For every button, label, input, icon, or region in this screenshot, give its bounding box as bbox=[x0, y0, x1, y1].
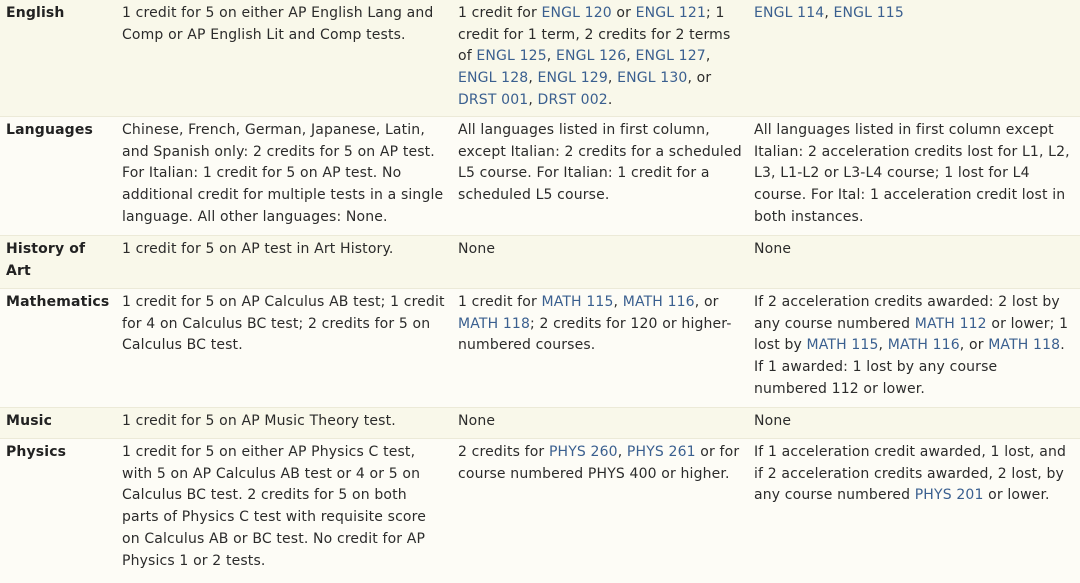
equivalents-cell bbox=[452, 408, 748, 438]
cell-text: 1 credit for 5 on AP test in Art History. bbox=[122, 241, 394, 257]
cell-text: , bbox=[824, 5, 834, 21]
equivalents-cell bbox=[452, 0, 748, 116]
cell-text: , bbox=[528, 91, 538, 108]
course-link[interactable]: ENGL 125 bbox=[476, 48, 547, 65]
table-row-music bbox=[0, 408, 1080, 439]
cell-text: 2 credits for bbox=[458, 444, 549, 460]
cell-text: or bbox=[611, 5, 636, 21]
cell-text: or for course numbered PHYS 400 or higher. bbox=[458, 444, 744, 482]
course-link[interactable]: ENGL 126 bbox=[555, 48, 627, 65]
course-link[interactable]: MATH 118 bbox=[458, 315, 531, 332]
course-link[interactable]: ENGL 127 bbox=[635, 48, 706, 65]
cell-text: , bbox=[617, 444, 627, 460]
cell-text: 1 credit for 5 on either AP Physics C test, with 5 on AP Calculus AB test or 4 or 5 on Calculus BC test. 2 credits for 5 on both parts of Physics C test with requisite score on Calculus AB or BC test. No credit for AP Physics 1 or 2 tests. bbox=[122, 444, 431, 569]
course-link[interactable]: ENGL 115 bbox=[833, 5, 904, 21]
ap-credit-cell bbox=[116, 117, 452, 235]
ap-credit-cell bbox=[116, 236, 452, 288]
cell-text: 1 credit for 5 on either AP English Lang and Comp or AP English Lit and Comp tests. bbox=[122, 5, 439, 43]
cell-text: or lower. bbox=[983, 487, 1050, 504]
ap-credit-cell bbox=[116, 289, 452, 407]
course-link[interactable]: MATH 115 bbox=[541, 294, 614, 310]
course-link[interactable]: ENGL 130 bbox=[617, 70, 688, 87]
cell-text: None bbox=[754, 413, 792, 429]
course-link[interactable]: DRST 001 bbox=[458, 91, 529, 108]
equivalents-cell bbox=[452, 117, 748, 235]
cell-text: , bbox=[607, 70, 618, 87]
cell-text: . bbox=[607, 91, 613, 108]
course-link[interactable]: ENGL 128 bbox=[458, 70, 529, 87]
course-link[interactable]: DRST 002 bbox=[537, 91, 608, 108]
cell-text: If 2 acceleration credits awarded: 2 lost by any course numbered bbox=[754, 294, 1065, 332]
table-row-english bbox=[0, 0, 1080, 117]
cell-text: , bbox=[528, 70, 538, 87]
course-link[interactable]: MATH 116 bbox=[622, 294, 695, 310]
cell-text: , bbox=[613, 294, 623, 310]
course-link[interactable]: PHYS 261 bbox=[626, 444, 696, 460]
cell-text: ; 2 credits for 120 or higher-numbered courses. bbox=[458, 315, 732, 354]
cell-text: Chinese, French, German, Japanese, Latin, and Spanish only: 2 credits for 5 on AP test. For Italian: 1 credit for 5 on AP test. No additional credit for multiple tests in a single language. All other languages: None. bbox=[122, 122, 448, 225]
course-link[interactable]: PHYS 201 bbox=[914, 487, 984, 504]
cell-text: All languages listed in first column, except Italian: 2 credits for a scheduled L5 course. For Italian: 1 credit for a scheduled L5 course. bbox=[458, 122, 747, 204]
cell-text: 1 credit for bbox=[458, 5, 542, 21]
acceleration-lost-cell bbox=[748, 289, 1080, 407]
cell-text: , or bbox=[959, 337, 989, 354]
subject-cell: Languages bbox=[6, 122, 93, 138]
course-link[interactable]: MATH 115 bbox=[806, 337, 879, 354]
cell-text: , bbox=[546, 48, 556, 65]
course-link[interactable]: ENGL 120 bbox=[541, 5, 612, 21]
subject-cell: Mathematics bbox=[6, 294, 110, 310]
course-link[interactable]: MATH 112 bbox=[914, 315, 987, 332]
table-row-languages bbox=[0, 117, 1080, 236]
subject-cell: History of Art bbox=[6, 241, 86, 279]
table-row-mathematics bbox=[0, 289, 1080, 408]
course-link[interactable]: ENGL 114 bbox=[754, 5, 825, 21]
cell-text: None bbox=[458, 413, 496, 429]
acceleration-lost-cell bbox=[748, 0, 1080, 116]
cell-text: , or bbox=[687, 70, 716, 87]
subject-cell: Physics bbox=[6, 444, 67, 460]
equivalents-cell bbox=[452, 439, 748, 583]
acceleration-lost-cell bbox=[748, 439, 1080, 583]
cell-text: If 1 acceleration credit awarded, 1 lost, and if 2 acceleration credits awarded, 2 lost, by any course numbered bbox=[754, 444, 1071, 504]
cell-text: , bbox=[705, 48, 716, 65]
cell-text: 1 credit for bbox=[458, 294, 542, 310]
cell-text: , or bbox=[694, 294, 724, 310]
course-link[interactable]: PHYS 260 bbox=[548, 444, 618, 460]
ap-credit-cell bbox=[116, 0, 452, 116]
cell-text: 1 credit for 5 on AP Music Theory test. bbox=[122, 413, 396, 429]
cell-text: , bbox=[878, 337, 888, 354]
cell-text: , bbox=[626, 48, 636, 65]
cell-text: ; 1 credit for 1 term, 2 credits for 2 terms of bbox=[458, 5, 736, 65]
equivalents-cell bbox=[452, 236, 748, 288]
course-link[interactable]: MATH 118 bbox=[988, 337, 1061, 354]
cell-text: None bbox=[458, 241, 496, 257]
ap-credit-cell bbox=[116, 439, 452, 583]
course-link[interactable]: MATH 116 bbox=[887, 337, 960, 354]
ap-credit-cell bbox=[116, 408, 452, 438]
cell-text: 1 credit for 5 on AP Calculus AB test; 1 credit for 4 on Calculus BC test; 2 credits for 5 on Calculus BC test. bbox=[122, 294, 450, 354]
equivalents-cell bbox=[452, 289, 748, 407]
table-row-physics bbox=[0, 439, 1080, 583]
cell-text: All languages listed in first column except Italian: 2 acceleration credits lost for L1, L2, L3, L1-L2 or L3-L4 course; 1 lost for L4 course. For Ital: 1 acceleration credit lost in both instances. bbox=[754, 122, 1075, 225]
table-row-history-of-art bbox=[0, 236, 1080, 289]
cell-text: None bbox=[754, 241, 792, 257]
subject-cell: English bbox=[6, 5, 65, 21]
course-link[interactable]: ENGL 121 bbox=[635, 5, 706, 21]
acceleration-lost-cell bbox=[748, 117, 1080, 235]
cell-text: or lower; 1 lost by bbox=[754, 315, 1073, 354]
course-link[interactable]: ENGL 129 bbox=[537, 70, 608, 87]
cell-text: . If 1 awarded: 1 lost by any course numbered 112 or lower. bbox=[754, 337, 1070, 397]
acceleration-lost-cell bbox=[748, 408, 1080, 438]
subject-cell: Music bbox=[6, 413, 53, 429]
acceleration-lost-cell bbox=[748, 236, 1080, 288]
